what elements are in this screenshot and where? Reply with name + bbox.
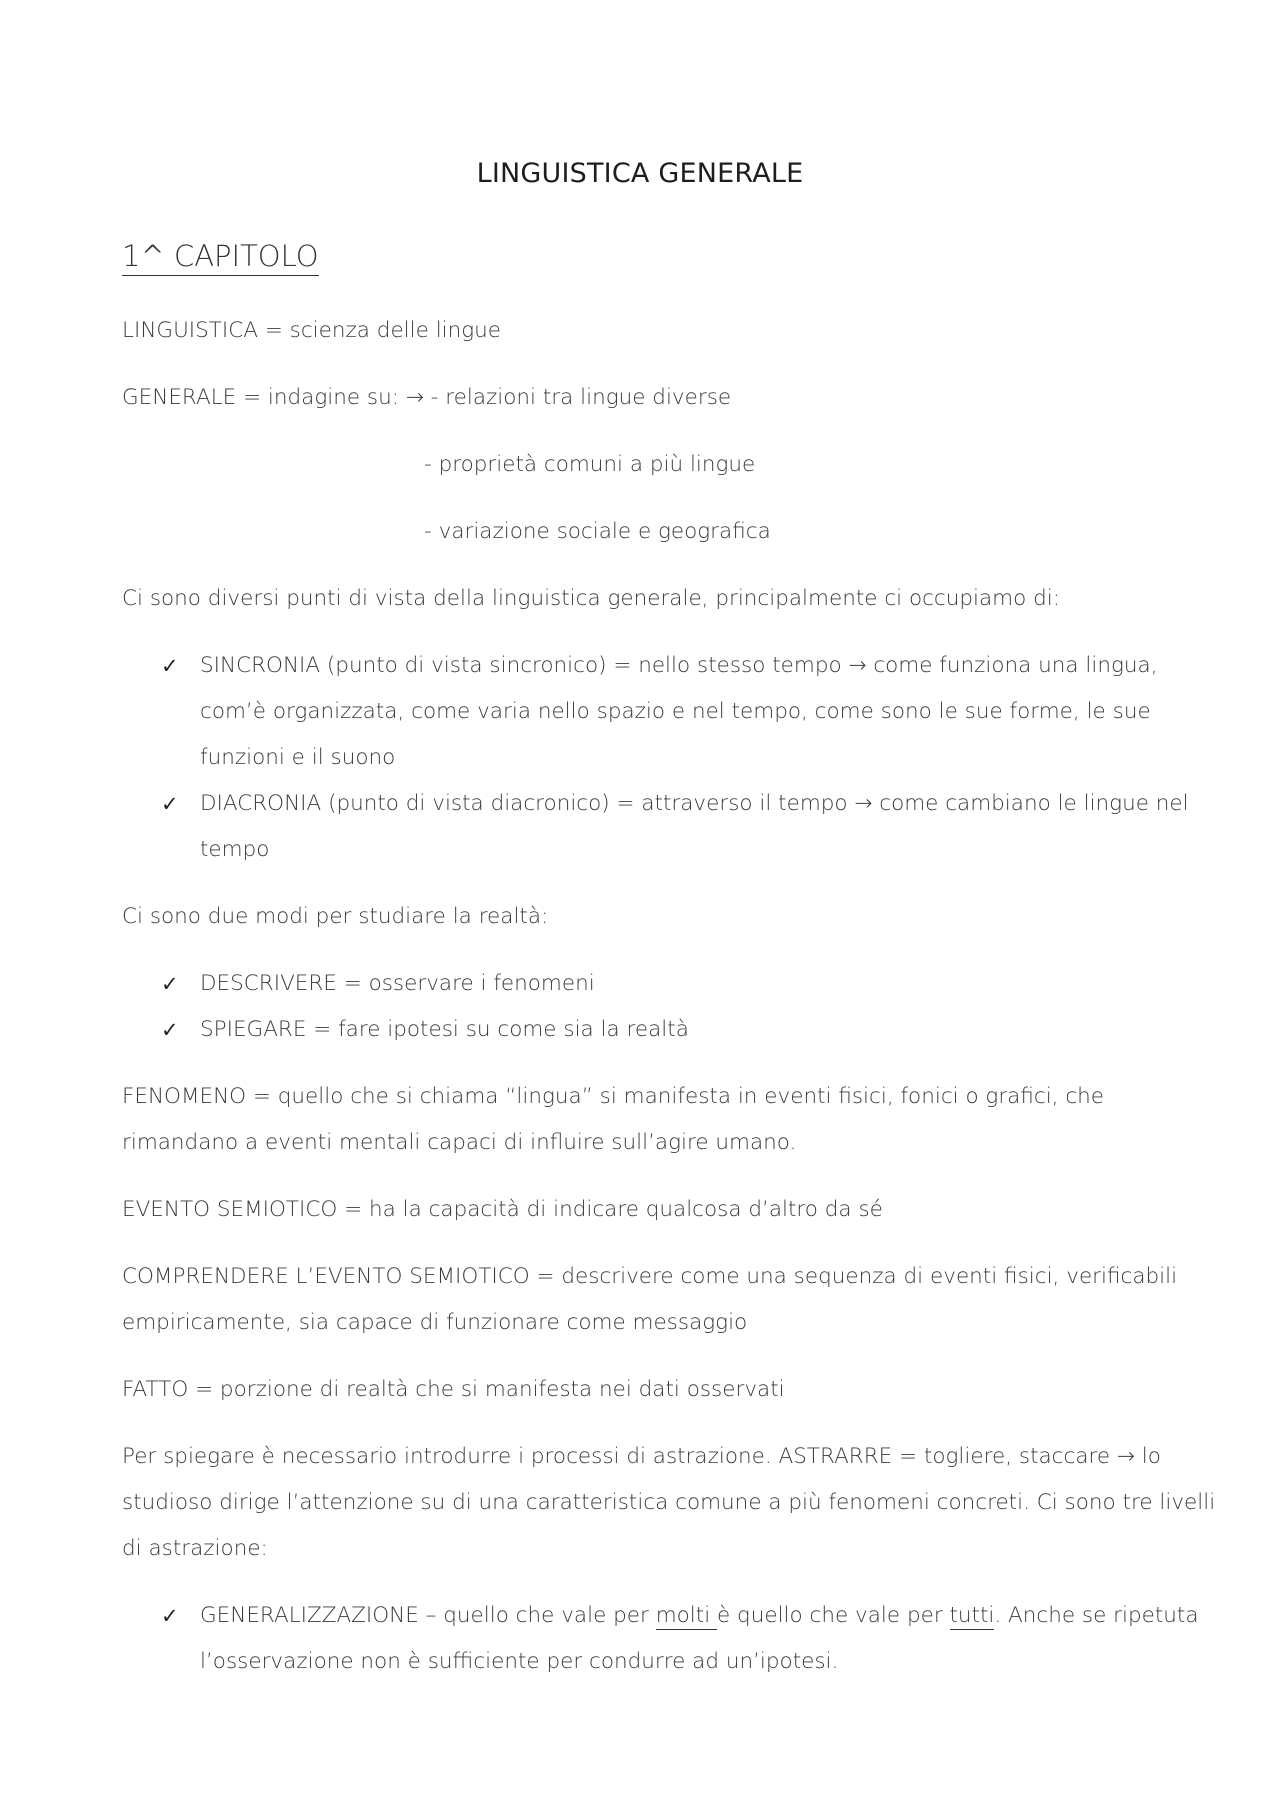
list-item-generalizzazione <box>200 1601 1199 1631</box>
list-item-sincronia: SINCRONIA (punto di vista sincronico) = nello stesso tempo → come funziona una lingua, <box>200 653 1158 678</box>
list-item-spiegare: SPIEGARE = fare ipotesi su come sia la realtà <box>200 1017 689 1042</box>
underlined-word: molti <box>655 1603 717 1628</box>
generalizzazione-text: . Anche se ripetuta <box>994 1603 1199 1628</box>
list-item-descrivere: DESCRIVERE = osservare i fenomeni <box>200 971 595 996</box>
list-item-sincronia-cont: funzioni e il suono <box>200 745 396 770</box>
list-item-sincronia-cont: com’è organizzata, come varia nello spazio e nel tempo, come sono le sue forme, le sue <box>200 699 1151 724</box>
definition-generale: GENERALE = indagine su: → - relazioni tra lingue diverse <box>122 385 732 410</box>
paragraph-text: Ci sono due modi per studiare la realtà: <box>122 904 549 929</box>
definition-linguistica: LINGUISTICA = scienza delle lingue <box>122 318 502 343</box>
checkmark-icon: ✓ <box>161 972 179 996</box>
definition-comprendere: COMPRENDERE L’EVENTO SEMIOTICO = descrivere come una sequenza di eventi fisici, verificabili <box>122 1264 1178 1289</box>
checkmark-icon: ✓ <box>161 654 179 678</box>
list-item-diacronia-cont: tempo <box>200 837 270 862</box>
document-title: LINGUISTICA GENERALE <box>476 158 804 189</box>
definition-fenomeno: FENOMENO = quello che si chiama “lingua” si manifesta in eventi fisici, fonici o grafici, che <box>122 1084 1105 1109</box>
paragraph-text: Ci sono diversi punti di vista della linguistica generale, principalmente ci occupiamo di: <box>122 586 1060 611</box>
checkmark-icon: ✓ <box>161 1018 179 1042</box>
checkmark-icon: ✓ <box>161 792 179 816</box>
paragraph-astrazione-cont: studioso dirige l’attenzione su di una caratteristica comune a più fenomeni concreti. Ci sono tre livelli <box>122 1490 1216 1515</box>
underlined-word: tutti <box>949 1603 995 1628</box>
list-item-generalizzazione-cont: l’osservazione non è sufficiente per condurre ad un’ipotesi. <box>200 1649 839 1674</box>
definition-comprendere-cont: empiricamente, sia capace di funzionare come messaggio <box>122 1310 748 1335</box>
generale-subitem: - variazione sociale e geografica <box>424 519 771 544</box>
definition-fatto: FATTO = porzione di realtà che si manifesta nei dati osservati <box>122 1377 785 1402</box>
generalizzazione-text: GENERALIZZAZIONE – quello che vale per <box>200 1603 656 1628</box>
list-item-diacronia: DIACRONIA (punto di vista diacronico) = attraverso il tempo → come cambiano le lingue nel <box>200 791 1189 816</box>
chapter-heading: 1^ CAPITOLO <box>122 238 319 276</box>
generale-subitem: - proprietà comuni a più lingue <box>424 452 756 477</box>
definition-evento-semiotico: EVENTO SEMIOTICO = ha la capacità di indicare qualcosa d’altro da sé <box>122 1197 883 1222</box>
definition-fenomeno-cont: rimandano a eventi mentali capaci di influire sull’agire umano. <box>122 1130 797 1155</box>
checkmark-icon: ✓ <box>161 1604 179 1628</box>
paragraph-astrazione-cont: di astrazione: <box>122 1536 268 1561</box>
generalizzazione-text: è quello che vale per <box>717 1603 950 1628</box>
paragraph-astrazione: Per spiegare è necessario introdurre i processi di astrazione. ASTRARRE = togliere, staccare → lo <box>122 1444 1161 1469</box>
